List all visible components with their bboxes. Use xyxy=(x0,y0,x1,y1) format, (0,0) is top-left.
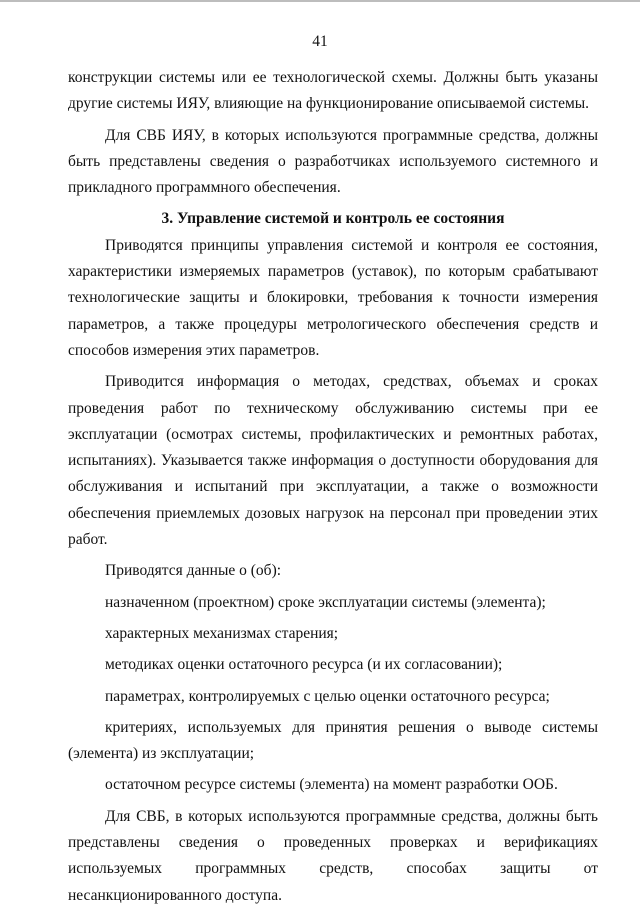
paragraph-continuation: конструкции системы или ее технологической схемы. Должны быть указаны другие системы ИЯУ, влияющие на функционирование описываемой системы. xyxy=(68,69,598,113)
paragraph-software-verification: Для СВБ, в которых используются программные средства, должны быть представлены сведения о проведенных проверках и верификациях используемых программных средств, способах защиты от несанкционированного доступа. xyxy=(68,807,598,904)
section-heading: 3. Управление системой и контроль ее состояния xyxy=(161,210,505,228)
paragraph-data-intro: Приводятся данные о (об): xyxy=(105,562,282,580)
paragraph-control-principles: Приводятся принципы управления системой и контроля ее состояния, характеристики измеряемых параметров (уставок), по которым срабатывают технологические защиты и блокировки, требования к точности измерения параметров, а также процедуры метрологического обеспечения средств и способов измерения этих параметров. xyxy=(68,236,598,359)
paragraph-software-developers: Для СВБ ИЯУ, в которых используются программные средства, должны быть представлены сведения о разработчиках используемого системного и прикладного программного обеспечения. xyxy=(68,126,598,197)
top-border-line xyxy=(0,0,640,2)
list-item: методиках оценки остаточного ресурса (и их согласовании); xyxy=(105,656,503,674)
page-number: 41 xyxy=(312,33,328,50)
list-item: параметрах, контролируемых с целью оценки остаточного ресурса; xyxy=(105,687,550,705)
list-item: критериях, используемых для принятия решения о выводе системы (элемента) из эксплуатации; xyxy=(68,718,598,763)
paragraph-maintenance-info: Приводится информация о методах, средствах, объемах и сроках проведения работ по техническому обслуживанию системы при ее эксплуатации (осмотрах системы, профилактических и ремонтных работах, испытаниях). Указывается также информация о доступности оборудования для обслуживания и испытаний при эксплуатации, а также о возможности обеспечения приемлемых дозовых нагрузок на персонал при проведении этих работ. xyxy=(68,373,598,549)
list-item: характерных механизмах старения; xyxy=(105,624,339,642)
list-item: остаточном ресурсе системы (элемента) на момент разработки ООБ. xyxy=(105,776,558,794)
document-body xyxy=(68,65,598,909)
list-item: назначенном (проектном) сроке эксплуатации системы (элемента); xyxy=(105,593,546,611)
